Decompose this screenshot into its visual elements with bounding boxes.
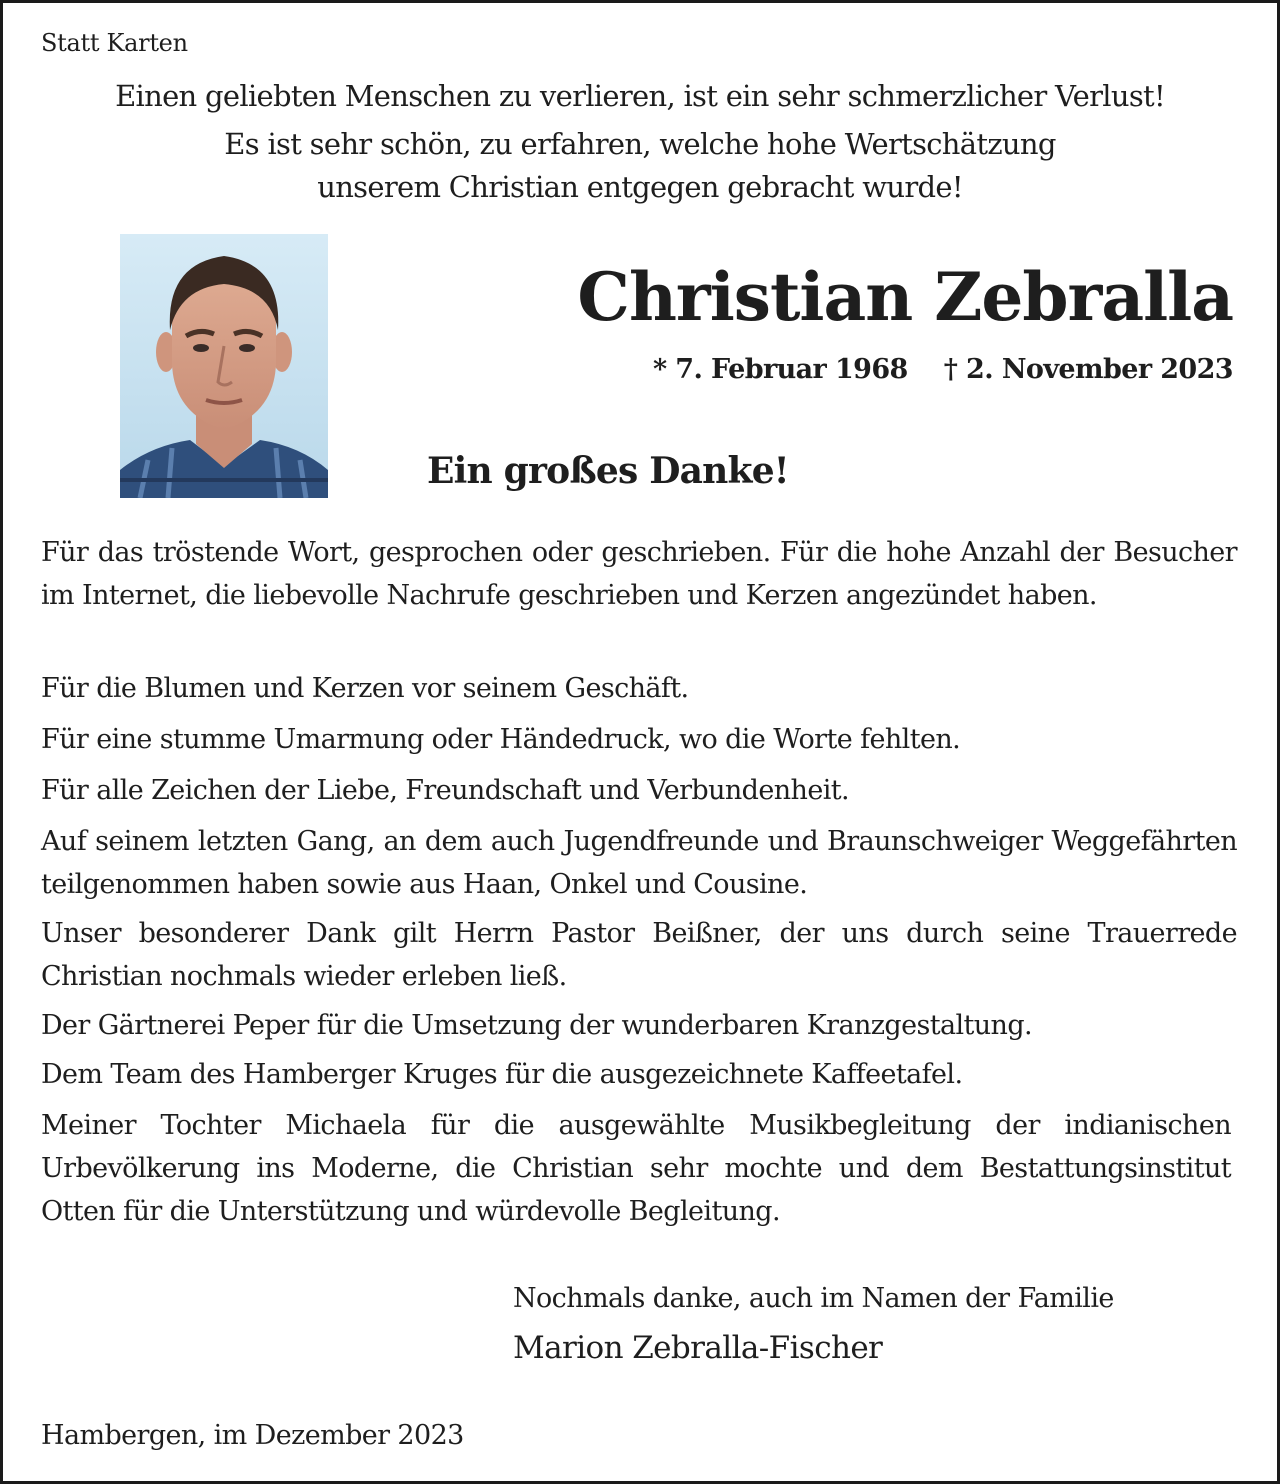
paragraph: Auf seinem letzten Gang, an dem auch Jugendfreunde und Braunschweiger Weggefährten teilgenommen haben sowie aus Haan, Onkel und Cousine. — [41, 826, 1237, 900]
death-date: † 2. November 2023 — [943, 354, 1233, 385]
paragraph: Für alle Zeichen der Liebe, Freundschaft und Verbundenheit. — [41, 775, 849, 806]
paragraph: Für die Blumen und Kerzen vor seinem Geschäft. — [41, 673, 689, 704]
intro-line-3: unserem Christian entgegen gebracht wurde! — [317, 170, 963, 204]
paragraph: Dem Team des Hamberger Kruges für die ausgezeichnete Kaffeetafel. — [41, 1059, 963, 1090]
signature: Marion Zebralla-Fischer — [513, 1330, 883, 1366]
paragraph: Meiner Tochter Michaela für die ausgewählte Musikbegleitung der indianischen Urbevölkerung ins Moderne, die Christian sehr mochte und dem Bestattungsinstitut Otten für die Unterstützung und würdevolle Begleitung. — [41, 1110, 1231, 1227]
paragraph: Für eine stumme Umarmung oder Händedruck, wo die Worte fehlten. — [41, 724, 961, 755]
birth-date: * 7. Februar 1968 — [652, 354, 908, 385]
deceased-name: Christian Zebralla — [577, 258, 1233, 336]
thanks-title: Ein großes Danke! — [427, 450, 789, 492]
paragraph: Der Gärtnerei Peper für die Umsetzung der wunderbaren Kranzgestaltung. — [41, 1010, 1032, 1041]
life-dates — [653, 354, 1233, 385]
paragraph: Unser besonderer Dank gilt Herrn Pastor Beißner, der uns durch seine Trauerrede Christian nochmals wieder erleben ließ. — [41, 918, 1237, 992]
closing-line: Nochmals danke, auch im Namen der Familie — [513, 1283, 1114, 1314]
paragraph: Für das tröstende Wort, gesprochen oder geschrieben. Für die hohe Anzahl der Besucher im Internet, die liebevolle Nachrufe geschrieben und Kerzen angezündet haben. — [41, 537, 1237, 611]
place-date: Hambergen, im Dezember 2023 — [41, 1420, 464, 1451]
intro-line-1: Einen geliebten Menschen zu verlieren, ist ein sehr schmerzlicher Verlust! — [115, 79, 1165, 113]
portrait-photo — [120, 234, 328, 498]
portrait-photo-icon — [120, 234, 328, 498]
header-note: Statt Karten — [41, 29, 188, 57]
intro-line-2: Es ist sehr schön, zu erfahren, welche hohe Wertschätzung — [224, 127, 1056, 161]
